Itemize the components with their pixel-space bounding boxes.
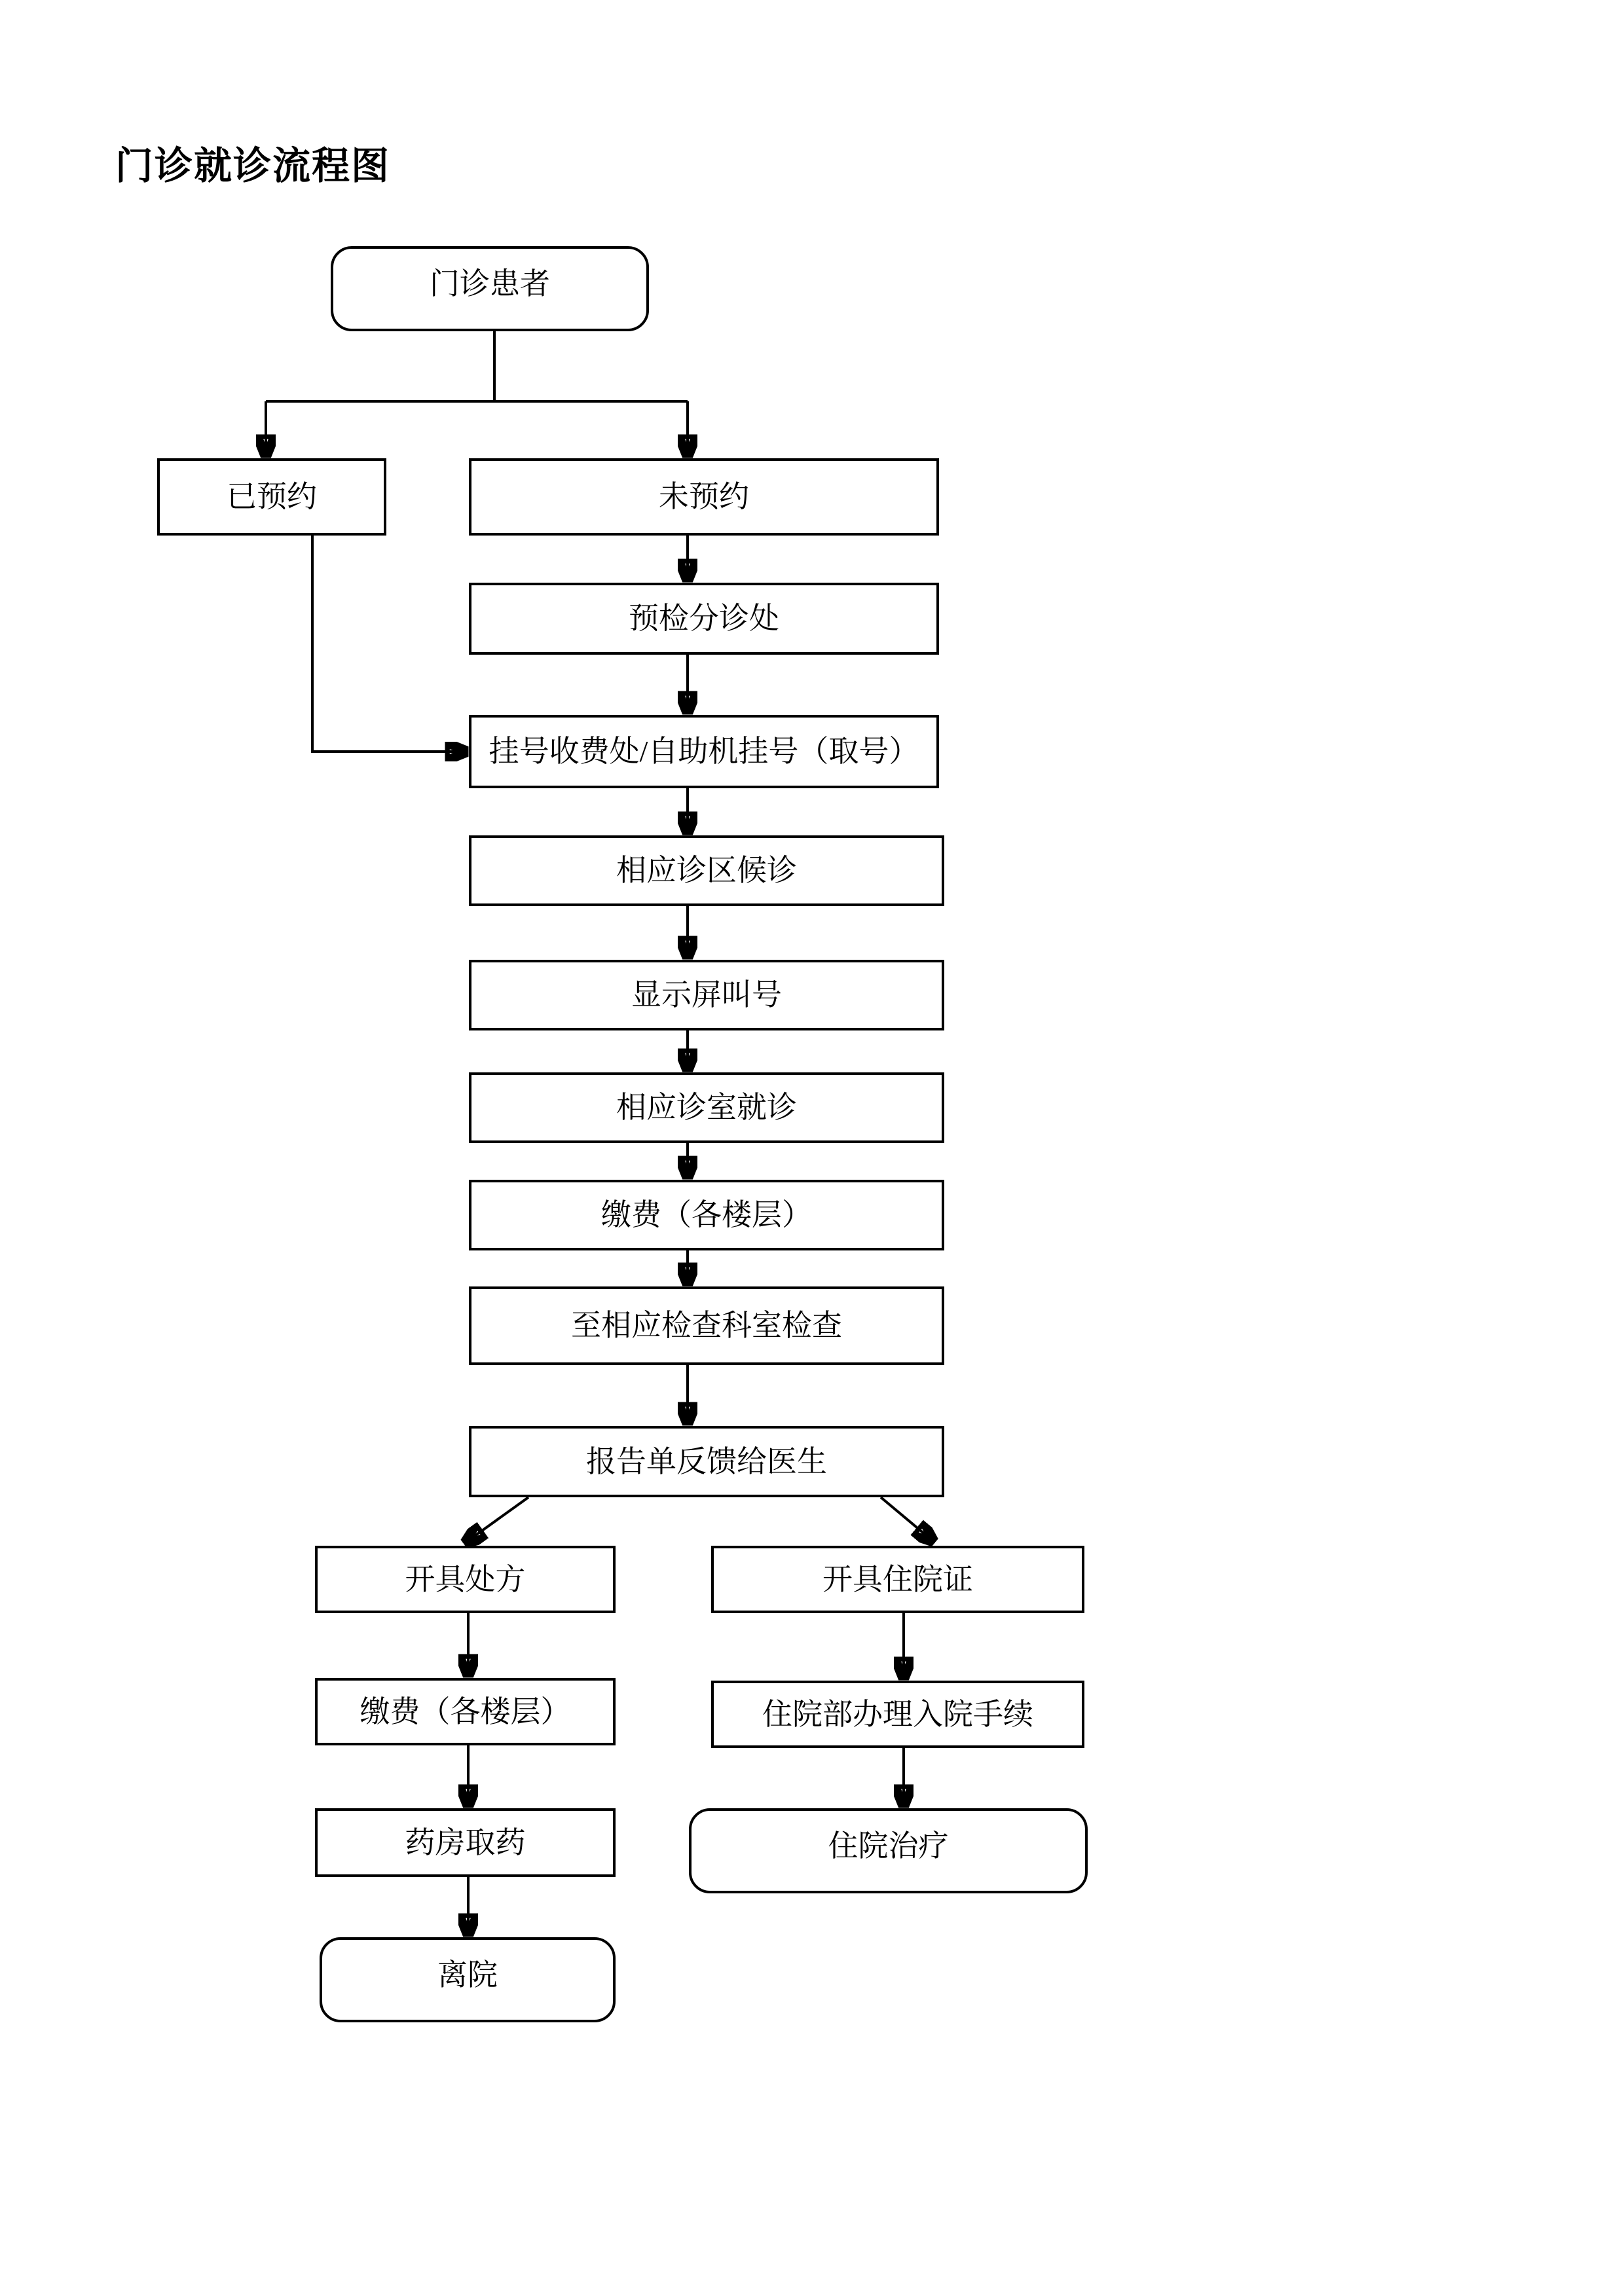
node-booked: 已预约 [157, 458, 386, 536]
node-pharmacy: 药房取药 [315, 1808, 616, 1877]
node-admission-cert: 开具住院证 [711, 1546, 1084, 1613]
node-inpatient-treatment: 住院治疗 [689, 1808, 1088, 1893]
node-admission-office: 住院部办理入院手续 [711, 1681, 1084, 1748]
edge-report-to-admissioncert [881, 1497, 933, 1541]
node-leave: 离院 [320, 1937, 616, 2022]
node-prescription: 开具处方 [315, 1546, 616, 1613]
node-exam-dept: 至相应检查科室检查 [469, 1286, 944, 1365]
edge-report-to-prescription [466, 1497, 528, 1542]
node-pay-floors: 缴费（各楼层） [469, 1180, 944, 1250]
node-call-number: 显示屏叫号 [469, 960, 944, 1030]
edge-booked-to-register [312, 536, 466, 752]
node-triage: 预检分诊处 [469, 583, 939, 655]
node-wait-area: 相应诊区候诊 [469, 835, 944, 906]
node-register: 挂号收费处/自助机挂号（取号） [469, 715, 939, 788]
node-report-feedback: 报告单反馈给医生 [469, 1426, 944, 1497]
node-patient: 门诊患者 [331, 246, 649, 331]
node-consult-room: 相应诊室就诊 [469, 1072, 944, 1143]
node-pay-floors-2: 缴费（各楼层） [315, 1678, 616, 1745]
node-not-booked: 未预约 [469, 458, 939, 536]
page-title: 门诊就诊流程图 [115, 145, 391, 187]
